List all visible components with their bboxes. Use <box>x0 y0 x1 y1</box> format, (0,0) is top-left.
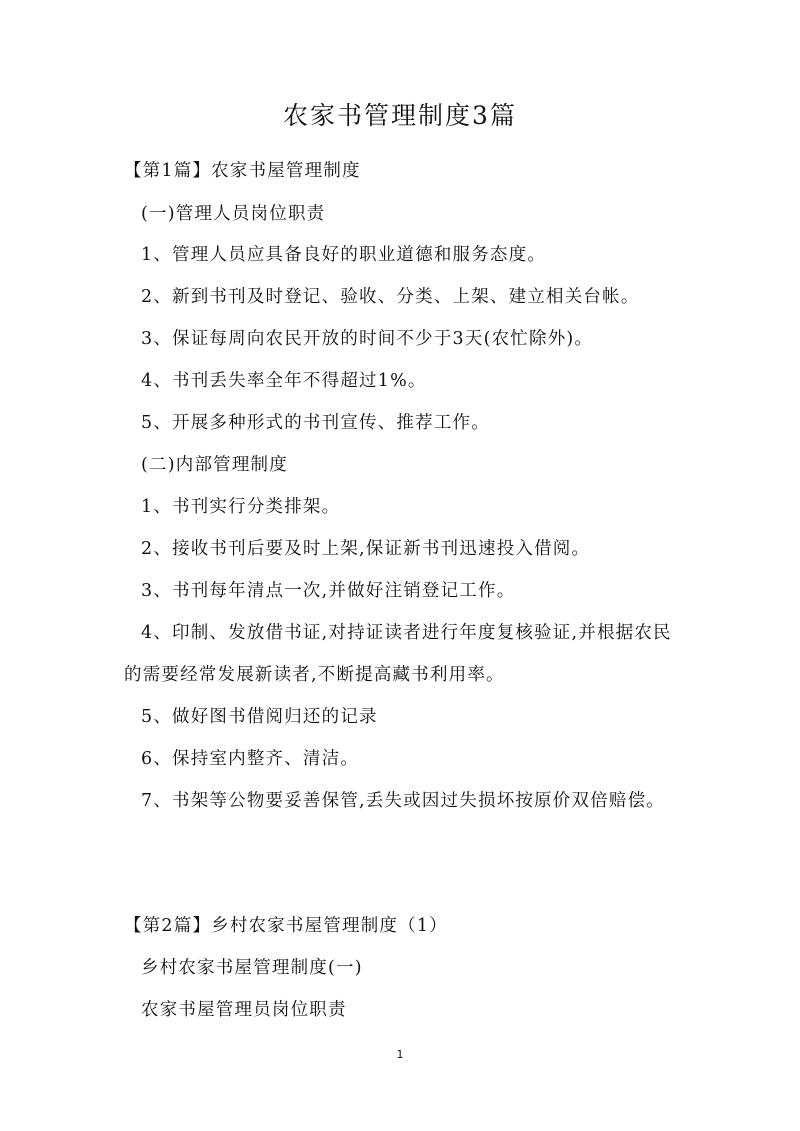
part1-section2-heading: (二)内部管理制度 <box>141 455 288 475</box>
part1-section2-item-2: 2、接收书刊后要及时上架,保证新书刊迅速投入借阅。 <box>141 539 591 559</box>
part1-section1-item-4: 4、书刊丢失率全年不得超过1%。 <box>141 371 427 391</box>
part2-line-1: 乡村农家书屋管理制度(一) <box>141 958 363 978</box>
part1-heading: 【第1篇】农家书屋管理制度 <box>124 161 361 181</box>
part1-section2-item-7: 7、书架等公物要妥善保管,丢失或因过失损坏按原价双倍赔偿。 <box>141 791 665 811</box>
part1-section1-item-2: 2、新到书刊及时登记、验收、分类、上架、建立相关台帐。 <box>141 287 640 307</box>
document-title: 农家书管理制度3篇 <box>283 101 517 130</box>
part1-section1-heading: (一)管理人员岗位职责 <box>141 204 326 224</box>
part1-section2-item-4: 4、印制、发放借书证,对持证读者进行年度复核验证,并根据农民 <box>141 623 672 643</box>
part1-section2-item-6: 6、保持室内整齐、清洁。 <box>141 749 360 769</box>
part1-section2-item-3: 3、书刊每年清点一次,并做好注销登记工作。 <box>141 581 516 601</box>
part2-line-2: 农家书屋管理员岗位职责 <box>141 1000 347 1020</box>
part1-section1-item-1: 1、管理人员应具备良好的职业道德和服务态度。 <box>141 245 547 265</box>
part1-section1-item-5: 5、开展多种形式的书刊宣传、推荐工作。 <box>141 413 490 433</box>
page-number: 1 <box>396 1048 404 1061</box>
part1-section2-item-1: 1、书刊实行分类排架。 <box>141 497 341 517</box>
part2-heading: 【第2篇】乡村农家书屋管理制度（1） <box>124 916 448 936</box>
part1-section2-item-4-continued: 的需要经常发展新读者,不断提高藏书利用率。 <box>124 665 505 685</box>
part1-section1-item-3: 3、保证每周向农民开放的时间不少于3天(农忙除外)。 <box>141 329 594 349</box>
part1-section2-item-5: 5、做好图书借阅归还的记录 <box>141 707 378 727</box>
